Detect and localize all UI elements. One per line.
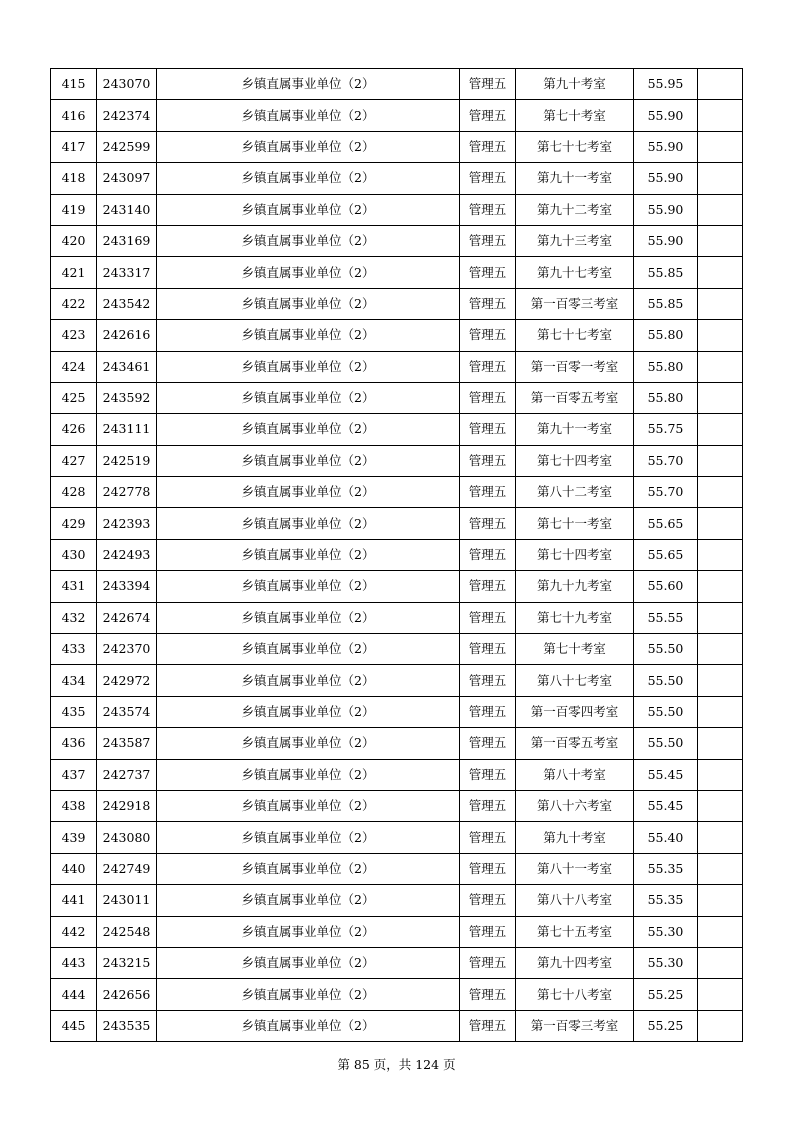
exam-room: 第七十考室 (516, 634, 634, 665)
score-value: 55.35 (634, 885, 698, 916)
candidate-id: 243542 (97, 288, 157, 319)
score-value: 55.50 (634, 696, 698, 727)
row-number: 435 (51, 696, 97, 727)
remark-cell (698, 916, 743, 947)
table-row (51, 696, 743, 727)
remark-cell (698, 382, 743, 413)
remark-cell (698, 602, 743, 633)
row-number: 440 (51, 853, 97, 884)
remark-cell (698, 947, 743, 978)
candidate-id: 242548 (97, 916, 157, 947)
post-name: 管理五 (460, 508, 516, 539)
remark-cell (698, 225, 743, 256)
post-name: 管理五 (460, 100, 516, 131)
score-value: 55.80 (634, 320, 698, 351)
remark-cell (698, 445, 743, 476)
post-name: 管理五 (460, 790, 516, 821)
exam-room: 第八十六考室 (516, 790, 634, 821)
row-number: 427 (51, 445, 97, 476)
score-value: 55.90 (634, 100, 698, 131)
remark-cell (698, 100, 743, 131)
score-value: 55.25 (634, 1010, 698, 1041)
candidate-id: 243317 (97, 257, 157, 288)
remark-cell (698, 163, 743, 194)
row-number: 438 (51, 790, 97, 821)
row-number: 424 (51, 351, 97, 382)
employer-unit: 乡镇直属事业单位（2） (157, 445, 460, 476)
table-row (51, 131, 743, 162)
post-name: 管理五 (460, 288, 516, 319)
employer-unit: 乡镇直属事业单位（2） (157, 225, 460, 256)
employer-unit: 乡镇直属事业单位（2） (157, 131, 460, 162)
post-name: 管理五 (460, 571, 516, 602)
row-number: 417 (51, 131, 97, 162)
post-name: 管理五 (460, 382, 516, 413)
row-number: 415 (51, 69, 97, 100)
candidate-id: 243097 (97, 163, 157, 194)
post-name: 管理五 (460, 759, 516, 790)
table-row (51, 885, 743, 916)
score-value: 55.90 (634, 194, 698, 225)
exam-room: 第九十考室 (516, 69, 634, 100)
table-row (51, 979, 743, 1010)
score-value: 55.65 (634, 539, 698, 570)
row-number: 426 (51, 414, 97, 445)
table-row (51, 225, 743, 256)
exam-room: 第九十二考室 (516, 194, 634, 225)
post-name: 管理五 (460, 822, 516, 853)
score-value: 55.30 (634, 947, 698, 978)
post-name: 管理五 (460, 257, 516, 288)
exam-room: 第八十七考室 (516, 665, 634, 696)
employer-unit: 乡镇直属事业单位（2） (157, 916, 460, 947)
employer-unit: 乡镇直属事业单位（2） (157, 477, 460, 508)
employer-unit: 乡镇直属事业单位（2） (157, 790, 460, 821)
post-name: 管理五 (460, 445, 516, 476)
employer-unit: 乡镇直属事业单位（2） (157, 1010, 460, 1041)
candidate-id: 243111 (97, 414, 157, 445)
table-row (51, 947, 743, 978)
row-number: 423 (51, 320, 97, 351)
exam-room: 第九十七考室 (516, 257, 634, 288)
table-row (51, 351, 743, 382)
employer-unit: 乡镇直属事业单位（2） (157, 163, 460, 194)
post-name: 管理五 (460, 539, 516, 570)
candidate-id: 243587 (97, 728, 157, 759)
candidate-id: 243535 (97, 1010, 157, 1041)
remark-cell (698, 853, 743, 884)
employer-unit: 乡镇直属事业单位（2） (157, 351, 460, 382)
page-footer: 第 85 页，共 124 页 (337, 1057, 456, 1072)
employer-unit: 乡镇直属事业单位（2） (157, 665, 460, 696)
exam-room: 第七十七考室 (516, 131, 634, 162)
post-name: 管理五 (460, 696, 516, 727)
employer-unit: 乡镇直属事业单位（2） (157, 414, 460, 445)
score-value: 55.90 (634, 163, 698, 194)
remark-cell (698, 822, 743, 853)
remark-cell (698, 571, 743, 602)
exam-room: 第七十四考室 (516, 539, 634, 570)
row-number: 425 (51, 382, 97, 413)
exam-room: 第九十九考室 (516, 571, 634, 602)
score-value: 55.50 (634, 728, 698, 759)
table-row (51, 414, 743, 445)
table-row (51, 728, 743, 759)
row-number: 419 (51, 194, 97, 225)
row-number: 444 (51, 979, 97, 1010)
table-row (51, 822, 743, 853)
remark-cell (698, 351, 743, 382)
table-row (51, 853, 743, 884)
employer-unit: 乡镇直属事业单位（2） (157, 602, 460, 633)
post-name: 管理五 (460, 414, 516, 445)
remark-cell (698, 194, 743, 225)
candidate-id: 243574 (97, 696, 157, 727)
row-number: 420 (51, 225, 97, 256)
table-row (51, 382, 743, 413)
remark-cell (698, 508, 743, 539)
candidate-id: 242616 (97, 320, 157, 351)
exam-room: 第七十八考室 (516, 979, 634, 1010)
post-name: 管理五 (460, 916, 516, 947)
exam-room: 第九十四考室 (516, 947, 634, 978)
post-name: 管理五 (460, 1010, 516, 1041)
remark-cell (698, 979, 743, 1010)
employer-unit: 乡镇直属事业单位（2） (157, 288, 460, 319)
remark-cell (698, 759, 743, 790)
remark-cell (698, 257, 743, 288)
employer-unit: 乡镇直属事业单位（2） (157, 320, 460, 351)
candidate-id: 242656 (97, 979, 157, 1010)
table-row (51, 100, 743, 131)
remark-cell (698, 288, 743, 319)
table-row (51, 163, 743, 194)
candidate-id: 243169 (97, 225, 157, 256)
candidate-id: 242599 (97, 131, 157, 162)
row-number: 445 (51, 1010, 97, 1041)
row-number: 428 (51, 477, 97, 508)
candidate-id: 242393 (97, 508, 157, 539)
employer-unit: 乡镇直属事业单位（2） (157, 634, 460, 665)
score-value: 55.35 (634, 853, 698, 884)
table-row (51, 445, 743, 476)
candidate-id: 243592 (97, 382, 157, 413)
post-name: 管理五 (460, 602, 516, 633)
post-name: 管理五 (460, 477, 516, 508)
exam-room: 第一百零四考室 (516, 696, 634, 727)
remark-cell (698, 665, 743, 696)
score-value: 55.75 (634, 414, 698, 445)
employer-unit: 乡镇直属事业单位（2） (157, 571, 460, 602)
employer-unit: 乡镇直属事业单位（2） (157, 100, 460, 131)
row-number: 431 (51, 571, 97, 602)
employer-unit: 乡镇直属事业单位（2） (157, 194, 460, 225)
exam-room: 第一百零三考室 (516, 288, 634, 319)
employer-unit: 乡镇直属事业单位（2） (157, 728, 460, 759)
candidate-id: 242972 (97, 665, 157, 696)
exam-room: 第九十考室 (516, 822, 634, 853)
employer-unit: 乡镇直属事业单位（2） (157, 69, 460, 100)
score-value: 55.25 (634, 979, 698, 1010)
score-value: 55.45 (634, 759, 698, 790)
post-name: 管理五 (460, 634, 516, 665)
remark-cell (698, 1010, 743, 1041)
exam-room: 第七十七考室 (516, 320, 634, 351)
post-name: 管理五 (460, 885, 516, 916)
table-row (51, 257, 743, 288)
remark-cell (698, 131, 743, 162)
post-name: 管理五 (460, 853, 516, 884)
employer-unit: 乡镇直属事业单位（2） (157, 822, 460, 853)
candidate-id: 242519 (97, 445, 157, 476)
row-number: 433 (51, 634, 97, 665)
candidate-id: 243140 (97, 194, 157, 225)
score-value: 55.65 (634, 508, 698, 539)
table-row (51, 1010, 743, 1041)
row-number: 441 (51, 885, 97, 916)
table-row (51, 194, 743, 225)
table-row (51, 320, 743, 351)
exam-room: 第八十二考室 (516, 477, 634, 508)
row-number: 429 (51, 508, 97, 539)
employer-unit: 乡镇直属事业单位（2） (157, 853, 460, 884)
score-value: 55.90 (634, 131, 698, 162)
row-number: 432 (51, 602, 97, 633)
exam-room: 第一百零一考室 (516, 351, 634, 382)
table-row (51, 539, 743, 570)
table-row (51, 477, 743, 508)
exam-room: 第九十一考室 (516, 163, 634, 194)
score-value: 55.85 (634, 288, 698, 319)
remark-cell (698, 728, 743, 759)
row-number: 437 (51, 759, 97, 790)
table-row (51, 508, 743, 539)
employer-unit: 乡镇直属事业单位（2） (157, 885, 460, 916)
candidate-id: 242674 (97, 602, 157, 633)
score-value: 55.70 (634, 445, 698, 476)
exam-room: 第一百零五考室 (516, 382, 634, 413)
candidate-id: 243215 (97, 947, 157, 978)
candidate-id: 242778 (97, 477, 157, 508)
table-row (51, 634, 743, 665)
candidate-id: 243011 (97, 885, 157, 916)
exam-room: 第八十一考室 (516, 853, 634, 884)
exam-room: 第八十八考室 (516, 885, 634, 916)
row-number: 439 (51, 822, 97, 853)
employer-unit: 乡镇直属事业单位（2） (157, 257, 460, 288)
exam-room: 第七十四考室 (516, 445, 634, 476)
exam-room: 第七十一考室 (516, 508, 634, 539)
remark-cell (698, 885, 743, 916)
row-number: 436 (51, 728, 97, 759)
exam-room: 第九十一考室 (516, 414, 634, 445)
table-row (51, 665, 743, 696)
employer-unit: 乡镇直属事业单位（2） (157, 539, 460, 570)
post-name: 管理五 (460, 947, 516, 978)
exam-room: 第九十三考室 (516, 225, 634, 256)
score-value: 55.80 (634, 351, 698, 382)
remark-cell (698, 414, 743, 445)
remark-cell (698, 696, 743, 727)
post-name: 管理五 (460, 728, 516, 759)
exam-room: 第八十考室 (516, 759, 634, 790)
score-table (50, 68, 743, 1042)
exam-room: 第七十九考室 (516, 602, 634, 633)
candidate-id: 243070 (97, 69, 157, 100)
post-name: 管理五 (460, 320, 516, 351)
candidate-id: 242493 (97, 539, 157, 570)
score-value: 55.50 (634, 665, 698, 696)
score-value: 55.40 (634, 822, 698, 853)
employer-unit: 乡镇直属事业单位（2） (157, 696, 460, 727)
remark-cell (698, 634, 743, 665)
table-row (51, 288, 743, 319)
exam-room: 第一百零五考室 (516, 728, 634, 759)
row-number: 421 (51, 257, 97, 288)
post-name: 管理五 (460, 131, 516, 162)
post-name: 管理五 (460, 163, 516, 194)
score-table-body (51, 69, 743, 1042)
score-value: 55.80 (634, 382, 698, 413)
row-number: 416 (51, 100, 97, 131)
score-value: 55.95 (634, 69, 698, 100)
remark-cell (698, 320, 743, 351)
table-row (51, 790, 743, 821)
score-value: 55.50 (634, 634, 698, 665)
remark-cell (698, 790, 743, 821)
score-value: 55.70 (634, 477, 698, 508)
remark-cell (698, 69, 743, 100)
score-value: 55.60 (634, 571, 698, 602)
candidate-id: 242918 (97, 790, 157, 821)
post-name: 管理五 (460, 194, 516, 225)
score-value: 55.45 (634, 790, 698, 821)
row-number: 418 (51, 163, 97, 194)
row-number: 434 (51, 665, 97, 696)
score-value: 55.90 (634, 225, 698, 256)
employer-unit: 乡镇直属事业单位（2） (157, 759, 460, 790)
candidate-id: 242370 (97, 634, 157, 665)
table-row (51, 759, 743, 790)
row-number: 430 (51, 539, 97, 570)
employer-unit: 乡镇直属事业单位（2） (157, 979, 460, 1010)
table-row (51, 571, 743, 602)
exam-room: 第七十五考室 (516, 916, 634, 947)
post-name: 管理五 (460, 351, 516, 382)
employer-unit: 乡镇直属事业单位（2） (157, 947, 460, 978)
table-row (51, 69, 743, 100)
candidate-id: 242374 (97, 100, 157, 131)
candidate-id: 243394 (97, 571, 157, 602)
row-number: 443 (51, 947, 97, 978)
candidate-id: 243080 (97, 822, 157, 853)
post-name: 管理五 (460, 69, 516, 100)
candidate-id: 242749 (97, 853, 157, 884)
score-value: 55.85 (634, 257, 698, 288)
score-value: 55.30 (634, 916, 698, 947)
post-name: 管理五 (460, 979, 516, 1010)
post-name: 管理五 (460, 225, 516, 256)
candidate-id: 243461 (97, 351, 157, 382)
score-value: 55.55 (634, 602, 698, 633)
post-name: 管理五 (460, 665, 516, 696)
employer-unit: 乡镇直属事业单位（2） (157, 382, 460, 413)
row-number: 422 (51, 288, 97, 319)
table-row (51, 916, 743, 947)
employer-unit: 乡镇直属事业单位（2） (157, 508, 460, 539)
remark-cell (698, 539, 743, 570)
exam-room: 第七十考室 (516, 100, 634, 131)
exam-room: 第一百零三考室 (516, 1010, 634, 1041)
remark-cell (698, 477, 743, 508)
candidate-id: 242737 (97, 759, 157, 790)
table-row (51, 602, 743, 633)
row-number: 442 (51, 916, 97, 947)
